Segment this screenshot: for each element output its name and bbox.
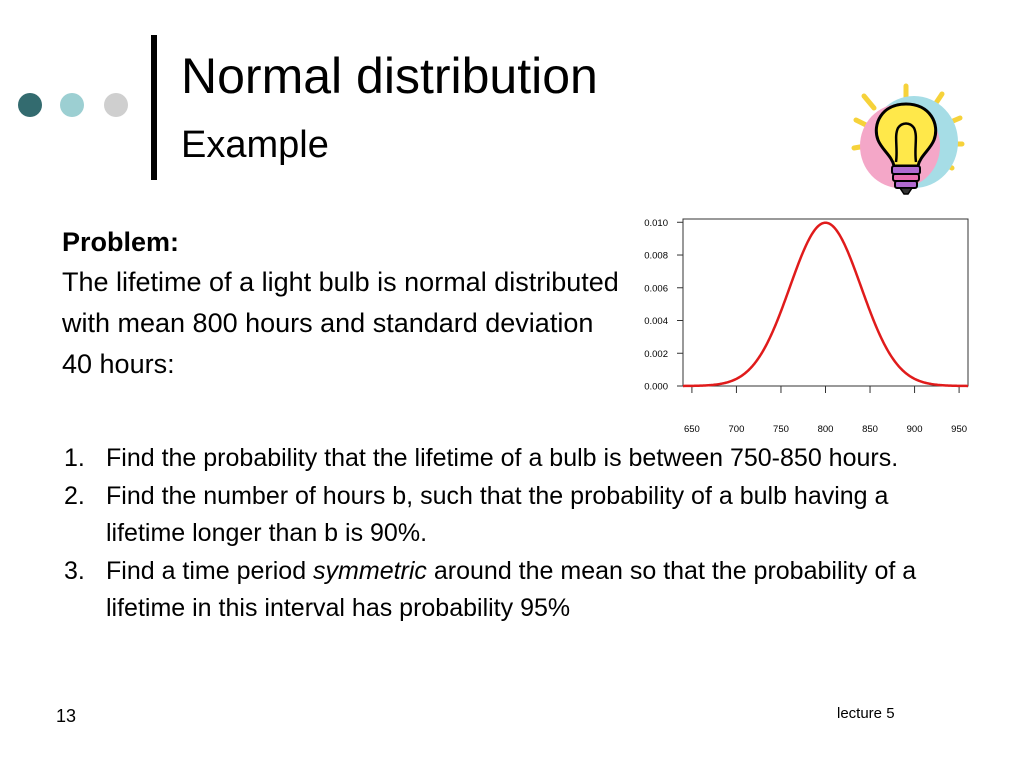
normal-density-chart — [618, 212, 978, 440]
circle-icon — [60, 93, 84, 117]
question-number: 1. — [64, 444, 85, 472]
light-bulb-icon — [842, 82, 970, 200]
question-number: 3. — [64, 556, 85, 585]
question-text-start: Find a time period — [106, 556, 314, 585]
slide-title: Normal distribution — [181, 48, 598, 104]
plot-frame — [683, 219, 968, 386]
x-tick-label: 800 — [817, 424, 834, 435]
question-item — [64, 553, 944, 628]
footer-label: lecture 5 — [837, 705, 895, 722]
y-tick-label: 0.006 — [644, 283, 668, 295]
question-list — [64, 440, 944, 628]
x-tick-label: 950 — [951, 424, 968, 435]
y-tick-label: 0.004 — [644, 316, 668, 328]
density-line — [683, 223, 968, 386]
x-tick-label: 850 — [862, 424, 878, 435]
y-tick-label: 0.002 — [644, 348, 668, 360]
question-item — [64, 440, 944, 478]
decorative-dots — [18, 93, 138, 119]
problem-heading: Problem: — [62, 227, 180, 257]
question-text-emphasis: symmetric — [313, 556, 427, 585]
circle-icon — [104, 93, 128, 117]
problem-statement: The lifetime of a light bulb is normal distributed with mean 800 hours and standard deviation 40 hours: — [62, 267, 619, 379]
question-text — [106, 553, 944, 628]
slide-number: 13 — [56, 706, 77, 726]
title-divider — [151, 35, 157, 180]
question-text: Find the number of hours b, such that the probability of a bulb having a lifetime longer than b is 90%. — [106, 481, 889, 547]
x-tick-label: 700 — [728, 424, 745, 435]
question-text-end: around the mean so that the probability of a lifetime in this interval has probability 95% — [106, 556, 917, 622]
question-item — [64, 478, 944, 553]
circle-icon — [18, 93, 42, 117]
question-number: 2. — [64, 481, 85, 510]
y-tick-label: 0.008 — [644, 250, 668, 262]
x-tick-label: 650 — [683, 424, 700, 435]
slide-subtitle: Example — [181, 124, 329, 166]
x-tick-label: 900 — [906, 424, 923, 435]
x-tick-label: 750 — [773, 424, 789, 435]
question-text: Find the probability that the lifetime of a bulb is between 750-850 hours. — [106, 444, 899, 472]
y-tick-label: 0.010 — [644, 217, 668, 229]
y-tick-label: 0.000 — [644, 381, 668, 393]
